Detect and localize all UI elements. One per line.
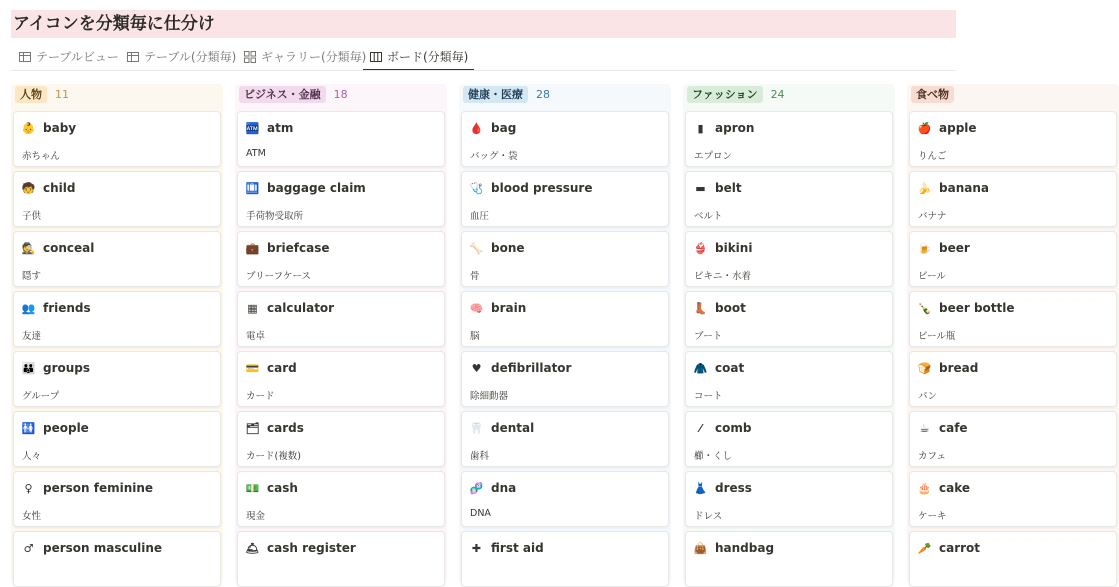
tab-1[interactable] [18,43,119,70]
card-name: friends [43,301,91,315]
board-card[interactable] [237,411,445,467]
card-subtitle: 子供 [22,211,42,222]
card-subtitle: 現金 [246,511,266,522]
column-header[interactable] [11,84,223,105]
card-title [918,361,978,375]
board-card[interactable] [237,291,445,347]
card-title [470,181,593,195]
defibrillator-icon: ♥ [471,361,482,375]
card-name: cash [267,481,298,495]
tab-3[interactable] [243,43,366,70]
card-name: child [43,181,76,195]
card-name: bone [491,241,525,255]
cafe-icon: ☕ [919,421,930,435]
card-subtitle: カフェ [918,451,947,462]
board-icon [369,50,382,63]
tab-label: ギャラリー(分類毎) [261,50,367,64]
card-title [246,181,366,195]
board-card[interactable] [13,291,221,347]
person-feminine-icon: ♀ [24,481,33,495]
bone-icon: 🦴 [469,241,484,255]
card-name: defibrillator [491,361,572,375]
board-card[interactable] [13,531,221,587]
card-name: apron [715,121,755,135]
board-column [683,84,895,584]
board-card[interactable] [461,531,669,587]
card-title [246,121,293,135]
banana-icon: 🍌 [917,181,932,195]
group-tag: 食べ物 [911,86,954,103]
blood-pressure-icon: 🩺 [469,181,484,195]
card-name: cards [267,421,304,435]
board-card[interactable] [685,111,893,167]
baby-icon: 👶 [21,121,36,135]
board-card[interactable] [909,471,1117,527]
coat-icon: 🧥 [693,361,708,375]
group-count: 18 [333,88,348,101]
brain-icon: 🧠 [469,301,484,315]
card-title [470,241,525,255]
board-card[interactable] [13,231,221,287]
card-name: handbag [715,541,775,555]
card-title [694,121,754,135]
card-title [246,421,304,435]
board-card[interactable] [237,351,445,407]
card-name: baby [43,121,77,135]
card-name: dental [491,421,535,435]
board-card[interactable] [909,111,1117,167]
groups-icon: 👪 [21,361,36,375]
baggage-claim-icon: 🛄 [245,181,260,195]
cash-icon: 💵 [245,481,260,495]
apron-icon: ▮ [697,121,704,135]
card-name: carrot [939,541,981,555]
card-subtitle: バッグ・袋 [470,151,518,162]
card-title [694,361,744,375]
card-subtitle: ケーキ [918,511,947,522]
card-title [694,301,746,315]
card-title [22,541,162,555]
card-subtitle: 女性 [22,511,42,522]
card-subtitle: 除細動器 [470,391,509,402]
card-name: card [267,361,297,375]
card-subtitle: ATM [246,148,266,159]
card-name: cake [939,481,971,495]
card-subtitle: グループ [22,391,60,402]
card-name: people [43,421,89,435]
card-title [22,481,153,495]
card-title [246,241,329,255]
tab-4[interactable] [369,43,468,70]
board-card[interactable] [13,171,221,227]
card-subtitle: りんご [918,151,947,162]
beer-icon: 🍺 [917,241,932,255]
board-card[interactable] [461,231,669,287]
board-card[interactable] [237,471,445,527]
card-name: person masculine [43,541,163,555]
board-card[interactable] [685,231,893,287]
card-subtitle: ビール瓶 [918,331,956,342]
board-card[interactable] [461,471,669,527]
card-title [918,301,1015,315]
card-name: person feminine [43,481,154,495]
card-subtitle: パン [918,391,938,402]
card-name: calculator [267,301,335,315]
card-title [470,481,516,495]
card-title [246,301,334,315]
card-subtitle: バナナ [918,211,947,222]
card-title [694,481,752,495]
table-icon [126,50,139,63]
card-name: cash register [267,541,356,555]
dental-icon: 🦷 [469,421,484,435]
card-title [22,121,76,135]
briefcase-icon: 💼 [245,241,260,255]
card-icon: 💳 [245,361,260,375]
board-card[interactable] [909,531,1117,587]
board-card[interactable] [237,531,445,587]
card-subtitle: 手荷物受取所 [246,211,304,222]
people-icon: 🚻 [21,421,36,435]
group-tag: ビジネス・金融 [239,86,326,103]
board-card[interactable] [461,351,669,407]
boot-icon: 👢 [693,301,708,315]
card-subtitle: 隠す [22,271,42,282]
board-card[interactable] [461,111,669,167]
board-card[interactable] [909,411,1117,467]
board-card[interactable] [909,351,1117,407]
first-aid-icon: ✚ [471,541,482,555]
card-name: beer [939,241,970,255]
board-card[interactable] [685,471,893,527]
card-title [694,421,751,435]
dna-icon: 🧬 [469,481,484,495]
card-title [694,181,742,195]
card-title [918,541,980,555]
card-subtitle: 骨 [470,271,480,282]
person-masculine-icon: ♂ [23,541,34,555]
card-title [22,181,75,195]
board-card[interactable] [685,531,893,587]
card-name: boot [715,301,746,315]
comb-icon: ⁄ [699,421,702,435]
card-title [918,121,977,135]
card-subtitle: コート [694,391,723,402]
group-tag: 人物 [15,86,47,103]
card-title [246,541,356,555]
card-name: beer bottle [939,301,1015,315]
board-card[interactable] [909,231,1117,287]
column-header[interactable] [459,84,671,105]
card-subtitle: ブリーフケース [246,271,311,282]
card-title [22,301,91,315]
column-header[interactable] [683,84,895,105]
card-title [694,241,752,255]
card-subtitle: ドレス [694,511,723,522]
handbag-icon: 👜 [693,541,708,555]
board-card[interactable] [13,111,221,167]
card-subtitle: エプロン [694,151,733,162]
cash-register-icon: 🛎 [245,541,260,555]
dress-icon: 👗 [693,481,708,495]
carrot-icon: 🥕 [917,541,932,555]
card-subtitle: ブート [694,331,723,342]
board-card[interactable] [461,291,669,347]
table-icon [18,50,31,63]
column-header[interactable] [235,84,447,105]
page-title: アイコンを分類毎に仕分け [11,10,956,38]
card-subtitle: 赤ちゃん [22,151,61,162]
belt-icon: ▬ [695,181,706,195]
card-name: briefcase [267,241,330,255]
card-name: first aid [491,541,544,555]
apple-icon: 🍎 [917,121,932,135]
card-title [22,361,90,375]
card-name: cafe [939,421,968,435]
beer-bottle-icon: 🍾 [917,301,932,315]
friends-icon: 👥 [21,301,36,315]
tab-label: テーブルビュー [36,50,119,64]
board-card[interactable] [461,171,669,227]
cake-icon: 🎂 [917,481,932,495]
card-name: atm [267,121,294,135]
board-card[interactable] [13,351,221,407]
card-name: dress [715,481,752,495]
board-card[interactable] [237,111,445,167]
board-column [907,84,1119,584]
group-tag: 健康・医療 [463,86,528,103]
card-name: bikini [715,241,753,255]
board-card[interactable] [909,291,1117,347]
card-title [246,361,297,375]
view-tabs [11,43,956,71]
card-name: baggage claim [267,181,366,195]
card-title [918,481,970,495]
card-subtitle: ビール [918,271,946,282]
card-subtitle: カード [246,391,275,402]
card-subtitle: 歯科 [470,451,490,462]
board-card[interactable] [685,291,893,347]
card-name: coat [715,361,745,375]
card-name: belt [715,181,742,195]
card-title [22,421,89,435]
board-card[interactable] [237,171,445,227]
tabbar-divider [11,70,956,71]
card-subtitle: ビキニ・水着 [694,271,752,282]
card-title [470,541,544,555]
card-title [470,301,526,315]
card-name: banana [939,181,989,195]
card-subtitle: 人々 [22,451,42,462]
card-name: bread [939,361,979,375]
card-name: apple [939,121,977,135]
group-tag: ファッション [687,86,763,103]
board-card[interactable] [685,351,893,407]
board-card[interactable] [237,231,445,287]
conceal-icon: 🕵 [21,241,36,255]
card-subtitle: ベルト [694,211,723,222]
group-count: 11 [55,88,69,101]
card-subtitle: 脳 [470,331,480,342]
group-count: 28 [536,88,550,101]
card-title [470,121,516,135]
bikini-icon: 👙 [693,241,708,255]
board-card[interactable] [685,411,893,467]
card-subtitle: DNA [470,508,491,519]
gallery-icon [243,50,256,63]
card-name: conceal [43,241,95,255]
cards-icon: 🗂 [245,421,260,435]
card-name: groups [43,361,91,375]
tab-2[interactable] [126,43,236,70]
board-column [459,84,671,584]
board-card[interactable] [13,411,221,467]
card-subtitle: 電卓 [246,331,266,342]
tab-label: テーブル(分類毎) [144,50,237,64]
card-title [246,481,298,495]
card-title [918,421,968,435]
board-card[interactable] [461,411,669,467]
card-name: dna [491,481,517,495]
board-card[interactable] [13,471,221,527]
card-name: bag [491,121,517,135]
card-name: brain [491,301,527,315]
board-card[interactable] [685,171,893,227]
card-name: blood pressure [491,181,593,195]
atm-icon: 🏧 [245,121,260,135]
card-subtitle: 友達 [22,331,42,342]
calculator-icon: ▦ [247,301,258,315]
child-icon: 🧒 [21,181,36,195]
card-title [694,541,774,555]
board-column [11,84,223,584]
card-title [918,181,989,195]
card-subtitle: カード(複数) [246,451,301,462]
card-title [470,361,571,375]
card-name: comb [715,421,752,435]
board-card[interactable] [909,171,1117,227]
board-column [235,84,447,584]
card-title [22,241,94,255]
column-header[interactable] [907,84,1119,105]
bag-icon: 🩸 [469,121,484,135]
card-subtitle: 血圧 [470,211,490,222]
bread-icon: 🍞 [917,361,932,375]
group-count: 24 [770,88,785,101]
card-subtitle: 櫛・くし [694,451,733,462]
tab-label: ボード(分類毎) [387,50,469,64]
card-title [470,421,534,435]
card-title [918,241,970,255]
